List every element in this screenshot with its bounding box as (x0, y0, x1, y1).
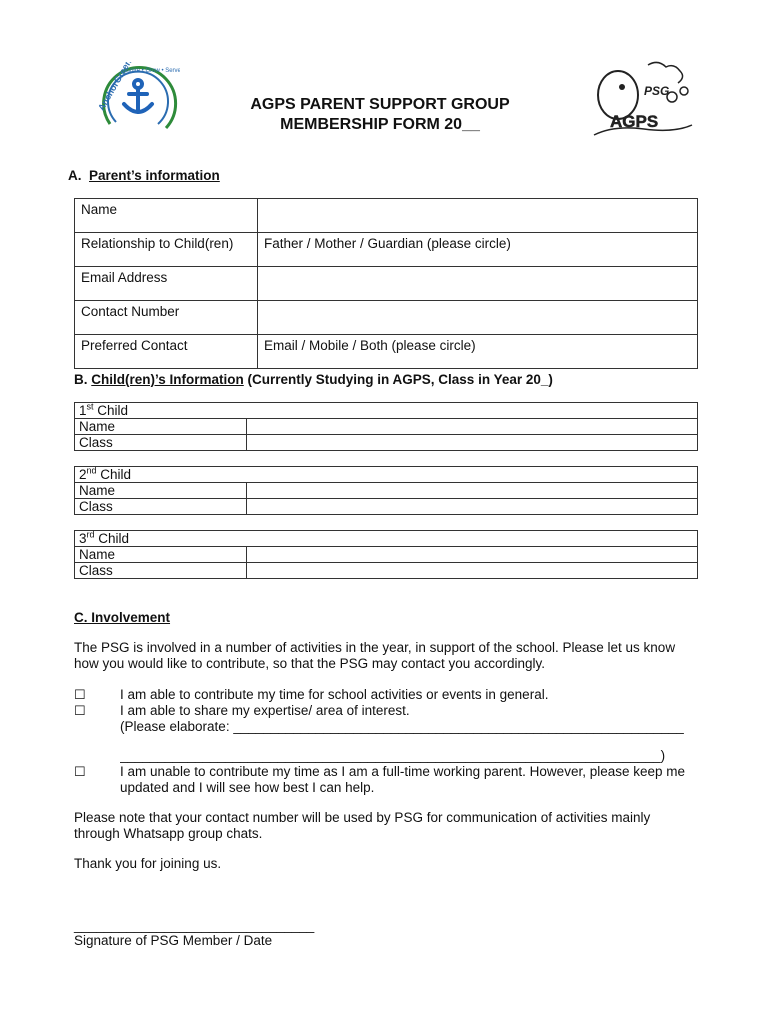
section-a-heading: A. Parent’s information (68, 168, 220, 183)
child-1-name-field[interactable] (247, 419, 698, 435)
note-line-1: Please note that your contact number will be used by PSG for communication of activities mainly (74, 810, 651, 825)
preferred-contact-field[interactable]: Email / Mobile / Both (please circle) (258, 335, 698, 369)
table-row (75, 267, 698, 301)
option-1-checkbox[interactable]: ☐ (74, 687, 86, 702)
option-2-checkbox[interactable]: ☐ (74, 703, 86, 718)
child-1-table (74, 402, 698, 451)
relationship-label: Relationship to Child(ren) (75, 233, 258, 267)
parent-info-table (74, 198, 698, 369)
child-1-name-label: Name (75, 419, 247, 435)
option-2-label: I am able to share my expertise/ area of interest. (120, 703, 410, 718)
child-2-name-label: Name (75, 483, 247, 499)
signature-label: Signature of PSG Member / Date (74, 933, 273, 948)
svg-text:AGPS: AGPS (610, 112, 659, 131)
child-3-class-field[interactable] (247, 563, 698, 579)
option-2-elaborate-line2[interactable]: ________________________________________________________________________) (120, 748, 666, 763)
child-3-class-label: Class (75, 563, 247, 579)
option-1-label: I am able to contribute my time for school activities or events in general. (120, 687, 549, 702)
child-2-heading: 2nd Child (75, 467, 698, 483)
psg-logo (588, 55, 698, 145)
child-3-name-field[interactable] (247, 547, 698, 563)
option-3-checkbox[interactable]: ☐ (74, 764, 86, 779)
email-field[interactable] (258, 267, 698, 301)
name-label: Name (75, 199, 258, 233)
contact-number-field[interactable] (258, 301, 698, 335)
email-label: Email Address (75, 267, 258, 301)
table-row (75, 233, 698, 267)
table-row (75, 199, 698, 233)
svg-text:Aspire • Grow • Serve: Aspire • Grow • Serve (123, 68, 180, 74)
child-2-class-label: Class (75, 499, 247, 515)
form-title-line1: AGPS PARENT SUPPORT GROUP (250, 96, 510, 113)
child-3-name-label: Name (75, 547, 247, 563)
anchor-icon (124, 80, 152, 112)
option-2-elaborate[interactable]: (Please elaborate: ____________________________________________________________ (120, 719, 684, 734)
table-row (75, 301, 698, 335)
preferred-contact-label: Preferred Contact (75, 335, 258, 369)
form-title-line2: MEMBERSHIP FORM 20__ (280, 116, 480, 133)
thank-you-text: Thank you for joining us. (74, 856, 222, 871)
svg-text:PSG: PSG (644, 84, 670, 98)
section-b-heading: B. Child(ren)’s Information (Currently Studying in AGPS, Class in Year 20_) (74, 372, 553, 387)
school-logo (96, 62, 180, 142)
child-1-class-field[interactable] (247, 435, 698, 451)
signature-line[interactable]: ________________________________ (74, 918, 315, 933)
section-c-heading: C. Involvement (74, 610, 171, 625)
option-3-label-line1: I am unable to contribute my time as I am a full-time working parent. However, please keep me (120, 764, 686, 779)
child-2-class-field[interactable] (247, 499, 698, 515)
child-2-name-field[interactable] (247, 483, 698, 499)
contact-number-label: Contact Number (75, 301, 258, 335)
child-3-heading: 3rd Child (75, 531, 698, 547)
relationship-field[interactable]: Father / Mother / Guardian (please circle) (258, 233, 698, 267)
table-row (75, 335, 698, 369)
child-2-table (74, 466, 698, 515)
note-line-2: through Whatsapp group chats. (74, 826, 263, 841)
child-3-table (74, 530, 698, 579)
option-3-label-line2: updated and I will see how best I can help. (120, 780, 375, 795)
svg-text:AnchorGreen: AnchorGreen (96, 62, 134, 113)
intro-line-1: The PSG is involved in a number of activities in the year, in support of the school. Please let us know (74, 640, 676, 655)
child-1-heading: 1st Child (75, 403, 698, 419)
name-field[interactable] (258, 199, 698, 233)
child-1-class-label: Class (75, 435, 247, 451)
intro-line-2: how you would like to contribute, so that the PSG may contact you accordingly. (74, 656, 545, 671)
